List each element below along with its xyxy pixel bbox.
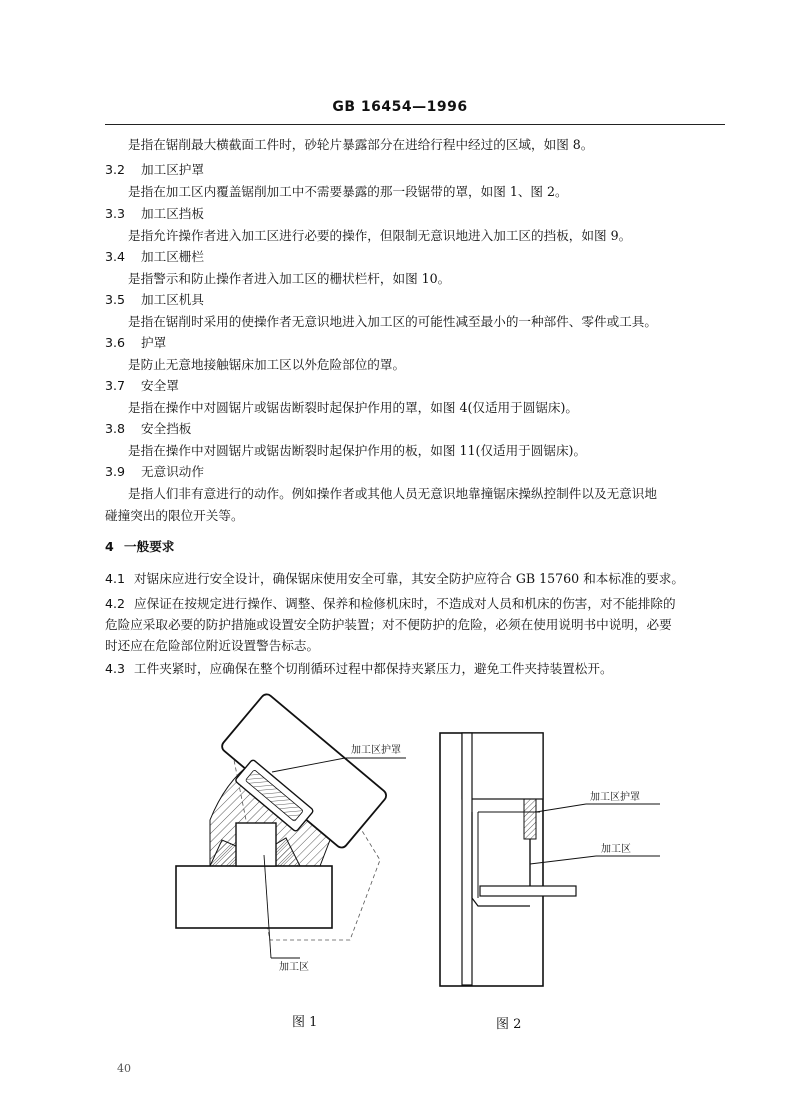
figure-1-caption: 图 1 <box>292 1015 318 1030</box>
figure-1-drawing <box>176 692 406 958</box>
term-definition: 是指允许操作者进入加工区进行必要的操作，但限制无意识地进入加工区的挡板，如图 9。 <box>128 228 632 243</box>
clause-number: 4.1 <box>105 571 126 586</box>
section-number: 4 <box>105 539 114 554</box>
clause-number: 4.3 <box>105 661 126 676</box>
workpiece <box>236 823 276 866</box>
term-number: 3.8 <box>105 421 126 436</box>
term-number: 3.9 <box>105 464 126 479</box>
table-block <box>176 866 332 928</box>
page-number: 40 <box>117 1062 131 1075</box>
term-number: 3.3 <box>105 206 126 221</box>
clause-text: 对锯床应进行安全设计，确保锯床使用安全可靠，其安全防护应符合 GB 15760 和本标准的要求。 <box>134 571 684 586</box>
term-number: 3.7 <box>105 378 126 393</box>
term-definition: 是防止无意地接触锯床加工区以外危险部位的罩。 <box>128 357 406 372</box>
figure-1-zone-label: 加工区 <box>279 962 309 973</box>
term-definition: 是指警示和防止操作者进入加工区的栅状栏杆，如图 10。 <box>128 271 451 286</box>
blade-guard <box>524 799 536 839</box>
leader-line-zone-2 <box>530 856 596 864</box>
section-title: 一般要求 <box>124 539 175 554</box>
figure-2-drawing <box>440 733 660 986</box>
term-number: 3.4 <box>105 249 126 264</box>
term-number: 3.6 <box>105 335 126 350</box>
term-title: 安全罩 <box>141 378 179 393</box>
work-table <box>480 886 576 896</box>
figure-2-zone-label: 加工区 <box>601 844 631 855</box>
clause-text: 时还应在危险部位附近设置警告标志。 <box>105 638 320 653</box>
term-title: 护罩 <box>141 335 167 350</box>
term-title: 安全挡板 <box>141 421 192 436</box>
term-definition: 是指在操作中对圆锯片或锯齿断裂时起保护作用的罩，如图 4(仅适用于圆锯床)。 <box>128 400 579 415</box>
clause-text: 危险应采取必要的防护措施或设置安全防护装置；对不便防护的危险，必须在使用说明书中说明，必要 <box>105 617 672 632</box>
frame-upper-body <box>462 733 543 799</box>
term-definition: 是指在锯削时采用的使操作者无意识地进入加工区的可能性减至最小的一种部件、零件或工具。 <box>128 314 657 329</box>
clause-text: 工件夹紧时，应确保在整个切削循环过程中都保持夹紧压力，避免工件夹持装置松开。 <box>134 661 613 676</box>
term-number: 3.5 <box>105 292 126 307</box>
figure-2-caption: 图 2 <box>496 1017 522 1032</box>
clause-number: 4.2 <box>105 596 126 611</box>
term-title: 加工区挡板 <box>141 206 204 221</box>
term-title: 加工区护罩 <box>141 162 204 177</box>
term-definition: 碰撞突出的限位开关等。 <box>105 508 244 523</box>
term-title: 加工区机具 <box>141 292 204 307</box>
figure-1-guard-label: 加工区护罩 <box>351 745 401 756</box>
term-definition: 是指在加工区内覆盖锯削加工中不需要暴露的那一段锯带的罩，如图 1、图 2。 <box>128 184 568 199</box>
standard-code-header: GB 16454—1996 <box>332 99 468 115</box>
intro-definition-line: 是指在锯削最大横截面工件时，砂轮片暴露部分在进给行程中经过的区域，如图 8。 <box>128 137 594 152</box>
term-number: 3.2 <box>105 162 126 177</box>
term-definition: 是指在操作中对圆锯片或锯齿断裂时起保护作用的板，如图 11(仅适用于圆锯床)。 <box>128 443 587 458</box>
clause-text: 应保证在按规定进行操作、调整、保养和检修机床时，不造成对人员和机床的伤害，对不能排除的 <box>134 596 676 611</box>
figure-2-guard-label: 加工区护罩 <box>590 792 640 803</box>
term-definition: 是指人们非有意进行的动作。例如操作者或其他人员无意识地靠撞锯床操纵控制件以及无意识地 <box>128 486 657 501</box>
term-title: 加工区栅栏 <box>141 249 204 264</box>
term-title: 无意识动作 <box>141 464 204 479</box>
